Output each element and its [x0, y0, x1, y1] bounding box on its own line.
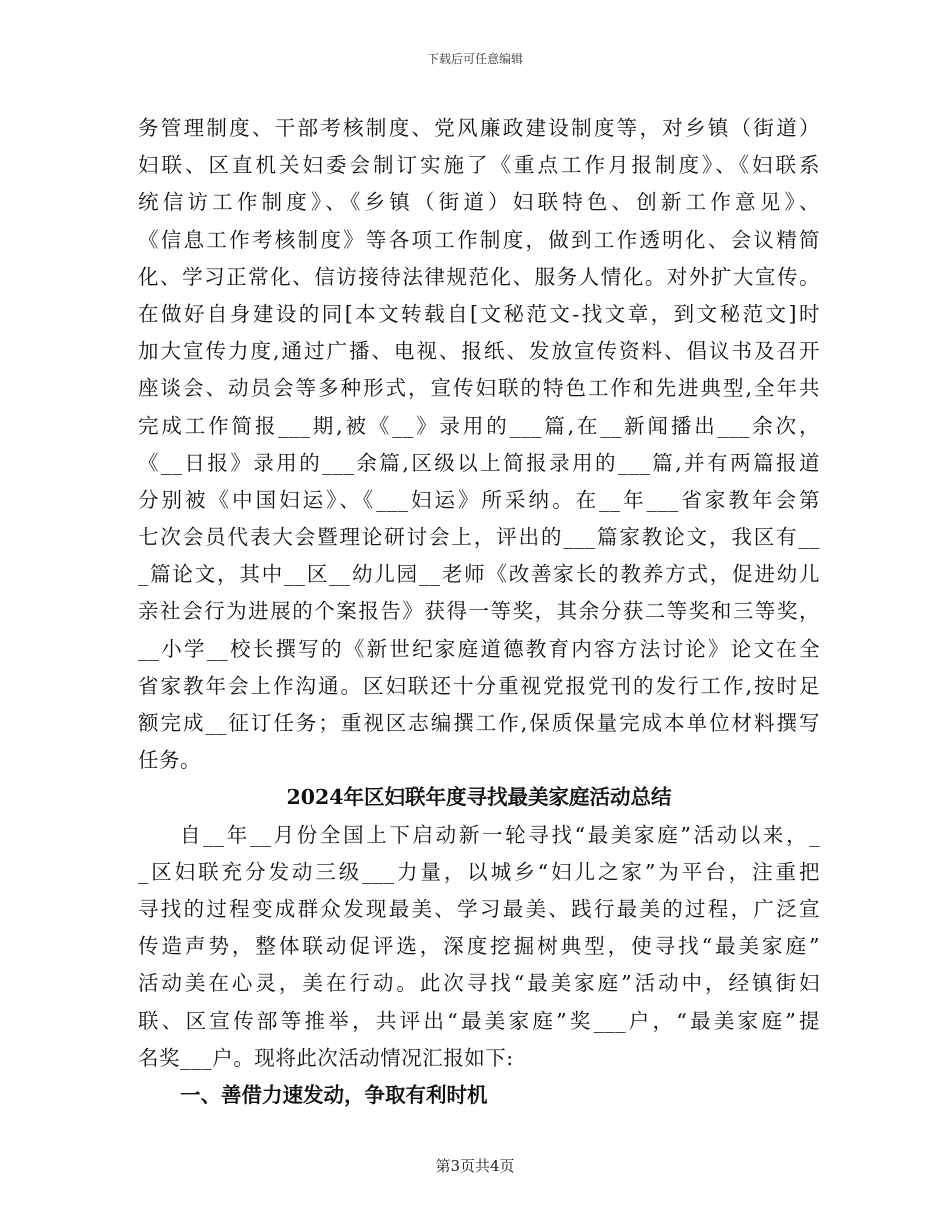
text-line: 座谈会、动员会等多种形式，宣传妇联的特色工作和先进典型,全年共 [138, 376, 820, 401]
text-line: 寻找的过程变成群众发现最美、学习最美、践行最美的过程，广泛宣 [138, 896, 820, 921]
text-line: 妇联、区直机关妇委会制订实施了《重点工作月报制度》、《妇联系 [138, 153, 820, 178]
text-line: 额完成__征订任务；重视区志编撰工作,保质保量完成本单位材料撰写 [138, 711, 820, 735]
text-line: 省家教年会上作沟通。区妇联还十分重视党报党刊的发行工作,按时足 [138, 673, 820, 698]
text-line: 在做好自身建设的同[本文转载自[文秘范文-找文章，到文秘范文]时 [138, 301, 820, 326]
text-line: 化、学习正常化、信访接待法律规范化、服务人情化。对外扩大宣传。 [138, 264, 820, 289]
text-line: 《信息工作考核制度》等各项工作制度，做到工作透明化、会议精简 [138, 227, 820, 252]
text-line: 《__日报》录用的___余篇,区级以上简报录用的___篇,并有两篇报道 [138, 450, 820, 475]
document-body [138, 110, 820, 1114]
subheading: 一、善借力速发动，争取有利时机 [180, 1082, 488, 1107]
text-line: 务管理制度、干部考核制度、党风廉政建设制度等，对乡镇（街道） [138, 116, 820, 140]
text-line: _区妇联充分发动三级___力量，以城乡“妇儿之家”为平台，注重把 [138, 859, 820, 884]
text-line: _篇论文，其中__区__幼儿园__老师《改善家长的教养方式，促进幼儿 [138, 562, 820, 587]
text-line: 完成工作简报___期,被《__》录用的___篇,在__新闻播出___余次， [138, 413, 820, 438]
text-line: 传造声势，整体联动促评选，深度挖掘树典型，使寻找“最美家庭” [138, 934, 820, 959]
text-line: 联、区宣传部等推举，共评出“最美家庭”奖___户，“最美家庭”提 [138, 1008, 820, 1033]
text-line: 亲社会行为进展的个案报告》获得一等奖，其余分获二等奖和三等奖， [138, 599, 820, 624]
text-line: 名奖___户。现将此次活动情况汇报如下: [138, 1045, 514, 1070]
text-line: __小学__校长撰写的《新世纪家庭道德教育内容方法讨论》论文在全 [138, 636, 820, 661]
page-header-note: 下载后可任意编辑 [426, 52, 523, 66]
text-line: 统信访工作制度》、《乡镇（街道）妇联特色、创新工作意见》、 [138, 190, 820, 215]
section-title: 2024年区妇联年度寻找最美家庭活动总结 [286, 785, 672, 810]
text-line: 任务。 [138, 748, 201, 773]
body-paragraph [138, 110, 820, 779]
page-footer-number: 第3页共4页 [435, 1157, 515, 1175]
text-line: 加大宣传力度,通过广播、电视、报纸、发放宣传资料、倡议书及召开 [138, 339, 820, 364]
text-line: 七次会员代表大会暨理论研讨会上，评出的___篇家教论文，我区有__ [138, 525, 820, 550]
text-line: 分别被《中国妇运》、《___妇运》所采纳。在__年___省家教年会第 [138, 487, 820, 512]
text-line: 活动美在心灵，美在行动。此次寻找“最美家庭”活动中，经镇街妇 [138, 971, 820, 996]
text-line: 自__年__月份全国上下启动新一轮寻找“最美家庭”活动以来，_ [180, 822, 820, 847]
intro-paragraph [138, 817, 820, 1077]
